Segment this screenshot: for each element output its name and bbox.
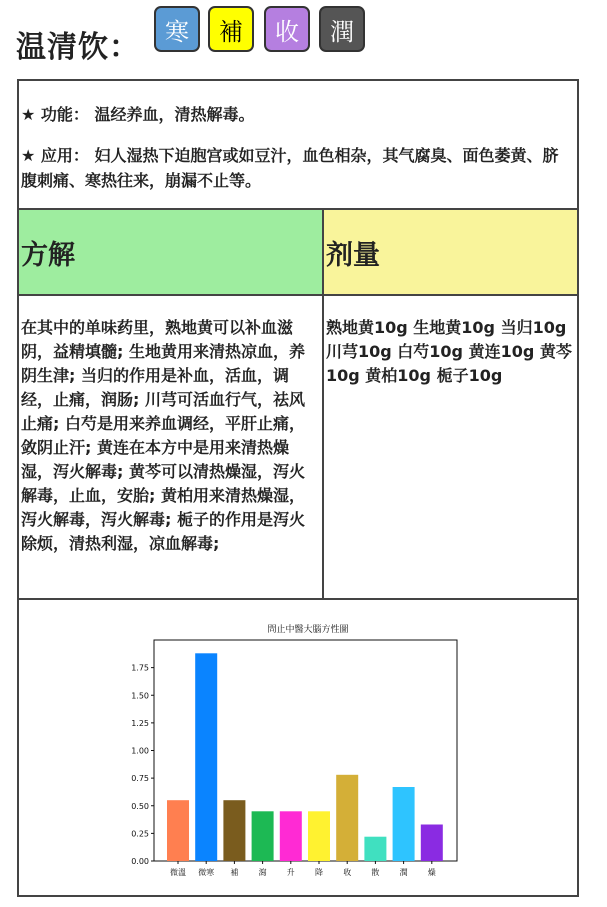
bar-4 xyxy=(280,811,302,861)
y-tick-label-7: 1.75 xyxy=(131,663,149,673)
bar-2 xyxy=(223,800,245,861)
bars-group xyxy=(167,653,443,861)
bar-3 xyxy=(252,811,274,861)
x-tick-label-2: 補 xyxy=(230,868,239,877)
property-badge-astringe: 收 xyxy=(264,6,310,52)
x-tick-label-8: 潤 xyxy=(399,868,408,877)
usage-text: ★ 应用： 妇人湿热下迫胞宫或如豆汁，血色相杂，其气腐臭、面色萎黄、脐腹刺痛、寒热往来，崩漏不止等。 xyxy=(21,146,559,190)
y-axis xyxy=(131,664,154,866)
y-tick-label-1: 0.25 xyxy=(131,829,149,839)
y-tick-label-2: 0.50 xyxy=(131,801,149,811)
property-badge-tonify: 補 xyxy=(208,6,254,52)
x-tick-label-9: 燥 xyxy=(427,868,436,877)
y-tick-label-0: 0.00 xyxy=(131,857,149,866)
chart-container xyxy=(19,600,577,895)
formula-title: 温清饮： xyxy=(16,30,140,65)
function-text: ★ 功能： 温经养血，清热解毒。 xyxy=(21,105,255,124)
x-tick-label-5: 降 xyxy=(315,868,323,877)
property-bar-chart xyxy=(19,600,577,895)
explanation-cell: 在其中的单味药里，熟地黄可以补血滋阴，益精填髓; 生地黄用来清热凉血，养阴生津; 当归的作用是补血，活血，调经，止痛，润肠; 川芎可活血行气，祛风止痛; 白芍是用来养血调经，平肝止痛，敛阴止汗; 黄连在本方中是用来清热燥湿，泻火解毒; 黄芩可以清热燥湿，泻火解毒，止血，安胎; 黄柏用来清热燥湿，泻火解毒，泻火解毒; 栀子的作用是泻火除烦，清热利湿，凉血解毒; xyxy=(19,296,324,600)
x-tick-label-4: 升 xyxy=(286,868,295,877)
bar-5 xyxy=(308,811,330,861)
x-tick-label-0: 微溫 xyxy=(170,868,186,877)
bar-6 xyxy=(336,775,358,861)
chart-title: 問止中醫大腦方性圖 xyxy=(267,625,349,635)
x-tick-label-7: 散 xyxy=(371,868,380,877)
dosage-header: 剂量 xyxy=(324,210,577,296)
x-tick-label-6: 收 xyxy=(343,868,352,877)
x-tick-label-1: 微寒 xyxy=(198,868,215,877)
dosage-cell: 熟地黄10g 生地黄10g 当归10g 川芎10g 白芍10g 黄连10g 黄芩10g 黄柏10g 栀子10g xyxy=(324,296,577,600)
bar-9 xyxy=(421,825,443,862)
y-tick-label-5: 1.25 xyxy=(131,718,149,728)
y-tick-label-6: 1.50 xyxy=(131,691,149,701)
header xyxy=(16,6,596,66)
explanation-header: 方解 xyxy=(19,210,324,296)
y-tick-label-4: 1.00 xyxy=(131,746,149,756)
y-tick-label-3: 0.75 xyxy=(131,774,149,784)
bar-7 xyxy=(364,837,386,861)
property-badge-cold: 寒 xyxy=(154,6,200,52)
content-frame xyxy=(17,79,579,897)
bar-8 xyxy=(393,787,415,861)
bar-0 xyxy=(167,800,189,861)
x-axis xyxy=(170,861,436,877)
bar-1 xyxy=(195,653,217,861)
property-badge-moisten: 潤 xyxy=(319,6,365,52)
info-section xyxy=(19,81,577,210)
x-tick-label-3: 瀉 xyxy=(258,868,267,877)
